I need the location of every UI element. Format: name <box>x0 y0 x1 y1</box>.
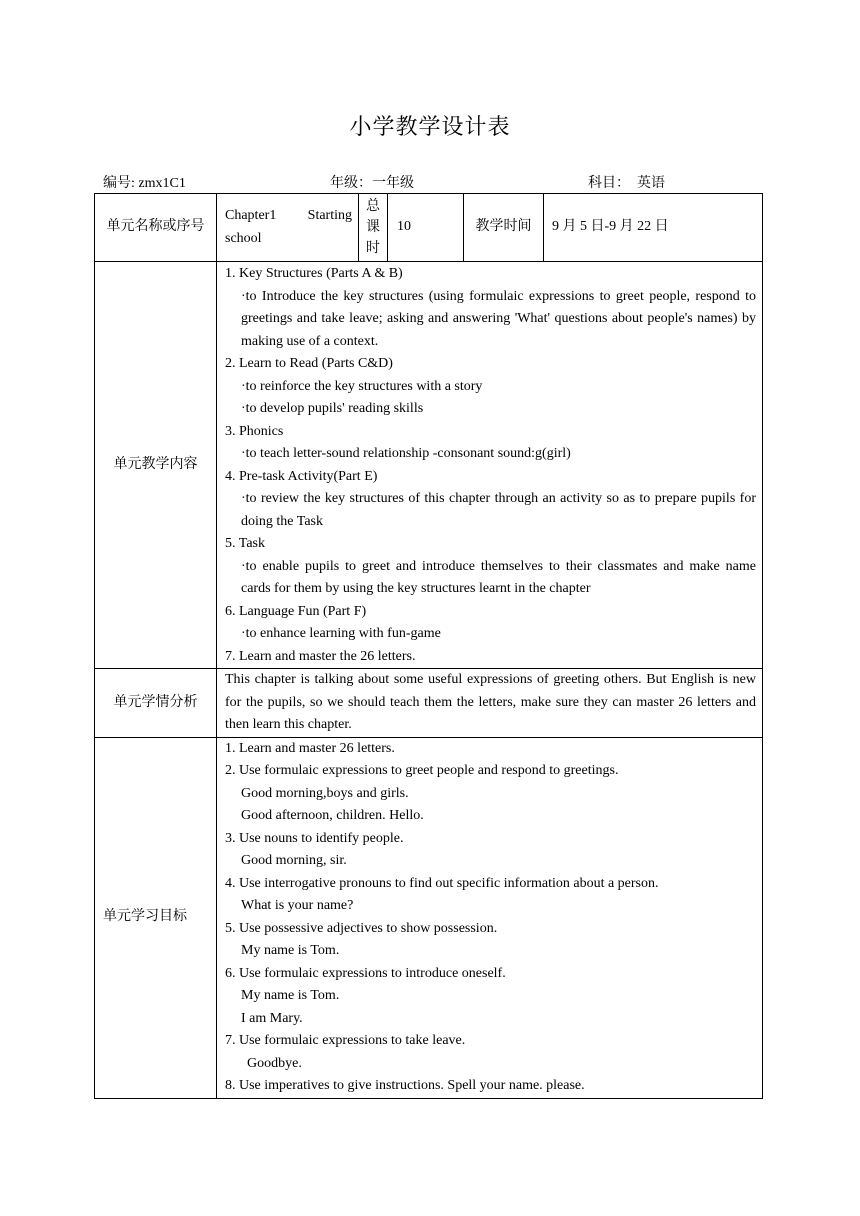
grade-value: 一年级 <box>372 176 414 191</box>
goals-row-item: 5. Use possessive adjectives to show possession. <box>225 920 498 936</box>
grade-label: 年级： <box>330 176 372 191</box>
unit-name-value <box>217 194 359 262</box>
total-hours-char-1: 总 <box>366 199 380 214</box>
code-field <box>103 172 186 192</box>
content-row-item: 3. Phonics <box>225 423 284 439</box>
subject-label: 科目： <box>588 176 630 191</box>
goals-row-detail: My name is Tom. <box>241 988 340 1003</box>
goals-row-detail: Good afternoon, children. Hello. <box>241 808 424 823</box>
content-row-item: 2. Learn to Read (Parts C&D) <box>225 356 393 371</box>
content-cell <box>217 262 763 669</box>
analysis-row <box>95 669 763 738</box>
content-row-detail: ·to Introduce the key structures (using formulaic expressions to greet people, respond to greetings and take leave; asking and answering 'What' questions about people's names) by making use of a context. <box>241 288 756 349</box>
content-row-detail: ·to reinforce the key structures with a story <box>241 378 483 394</box>
total-hours-char-2: 课 <box>366 220 380 235</box>
content-row-detail: ·to review the key structures of this chapter through an activity so as to prepare pupils for doing the Task <box>241 491 756 529</box>
goals-row-item: 1. Learn and master 26 letters. <box>225 740 395 756</box>
goals-row <box>95 737 763 1098</box>
teaching-time-value: 9 月 5 日-9 月 22 日 <box>544 194 763 262</box>
goals-row-detail: I am Mary. <box>241 1010 303 1026</box>
grade-field <box>330 172 414 192</box>
goals-row-detail: Goodbye. <box>247 1055 302 1071</box>
subject-value: 英语 <box>637 176 665 191</box>
content-row-item: 7. Learn and master the 26 letters. <box>225 648 416 664</box>
content-row-detail: ·to enhance learning with fun-game <box>241 626 441 641</box>
goals-row-detail: Good morning, sir. <box>241 853 347 868</box>
code-label: 编号: <box>103 176 135 191</box>
lesson-design-table <box>94 193 763 1099</box>
content-row-item: 1. Key Structures (Parts A & B) <box>225 266 403 281</box>
unit-row <box>95 194 763 262</box>
goals-row-detail: My name is Tom. <box>241 943 340 958</box>
subject-field <box>588 172 665 192</box>
goals-row-detail: Good morning,boys and girls. <box>241 785 409 801</box>
unit-name-part-1: Chapter1 <box>225 208 277 223</box>
unit-name-part-3: school <box>225 230 262 246</box>
goals-row-item: 3. Use nouns to identify people. <box>225 830 404 846</box>
goals-row-item: 2. Use formulaic expressions to greet people and respond to greetings. <box>225 763 619 778</box>
content-row-detail: ·to develop pupils' reading skills <box>241 401 424 416</box>
unit-name-part-2: Starting <box>307 208 352 223</box>
goals-label: 单元学习目标 <box>95 737 217 1098</box>
analysis-label: 单元学情分析 <box>95 669 217 738</box>
content-row <box>95 262 763 669</box>
content-row-item: 5. Task <box>225 536 265 551</box>
content-label: 单元教学内容 <box>95 262 217 669</box>
unit-name-label: 单元名称或序号 <box>95 194 217 262</box>
analysis-text: This chapter is talking about some useful expressions of greeting others. But English is new for the pupils, so we should teach them the letters, make sure they can master 26 letters and then learn this chapter. <box>217 669 763 738</box>
goals-row-item: 4. Use interrogative pronouns to find out specific information about a person. <box>225 875 659 891</box>
goals-row-item: 6. Use formulaic expressions to introduce oneself. <box>225 965 506 981</box>
code-value: zmx1C1 <box>138 176 186 191</box>
total-hours-char-3: 时 <box>366 241 380 256</box>
goals-row-detail: What is your name? <box>241 898 354 913</box>
content-row-item: 6. Language Fun (Part F) <box>225 603 367 619</box>
content-row-item: 4. Pre-task Activity(Part E) <box>225 468 378 484</box>
teaching-time-label: 教学时间 <box>464 194 544 262</box>
content-row-detail: ·to enable pupils to greet and introduce themselves to their classmates and make name cards for them by using the key structures learnt in the chapter <box>241 558 756 596</box>
goals-cell <box>217 737 763 1098</box>
goals-row-item: 8. Use imperatives to give instructions. Spell your name. please. <box>225 1078 585 1093</box>
total-hours-value: 10 <box>388 194 464 262</box>
goals-row-item: 7. Use formulaic expressions to take leave. <box>225 1033 466 1048</box>
content-row-detail: ·to teach letter-sound relationship -consonant sound:g(girl) <box>241 446 571 461</box>
total-hours-label <box>359 194 388 262</box>
page-title: 小学教学设计表 <box>349 114 511 139</box>
